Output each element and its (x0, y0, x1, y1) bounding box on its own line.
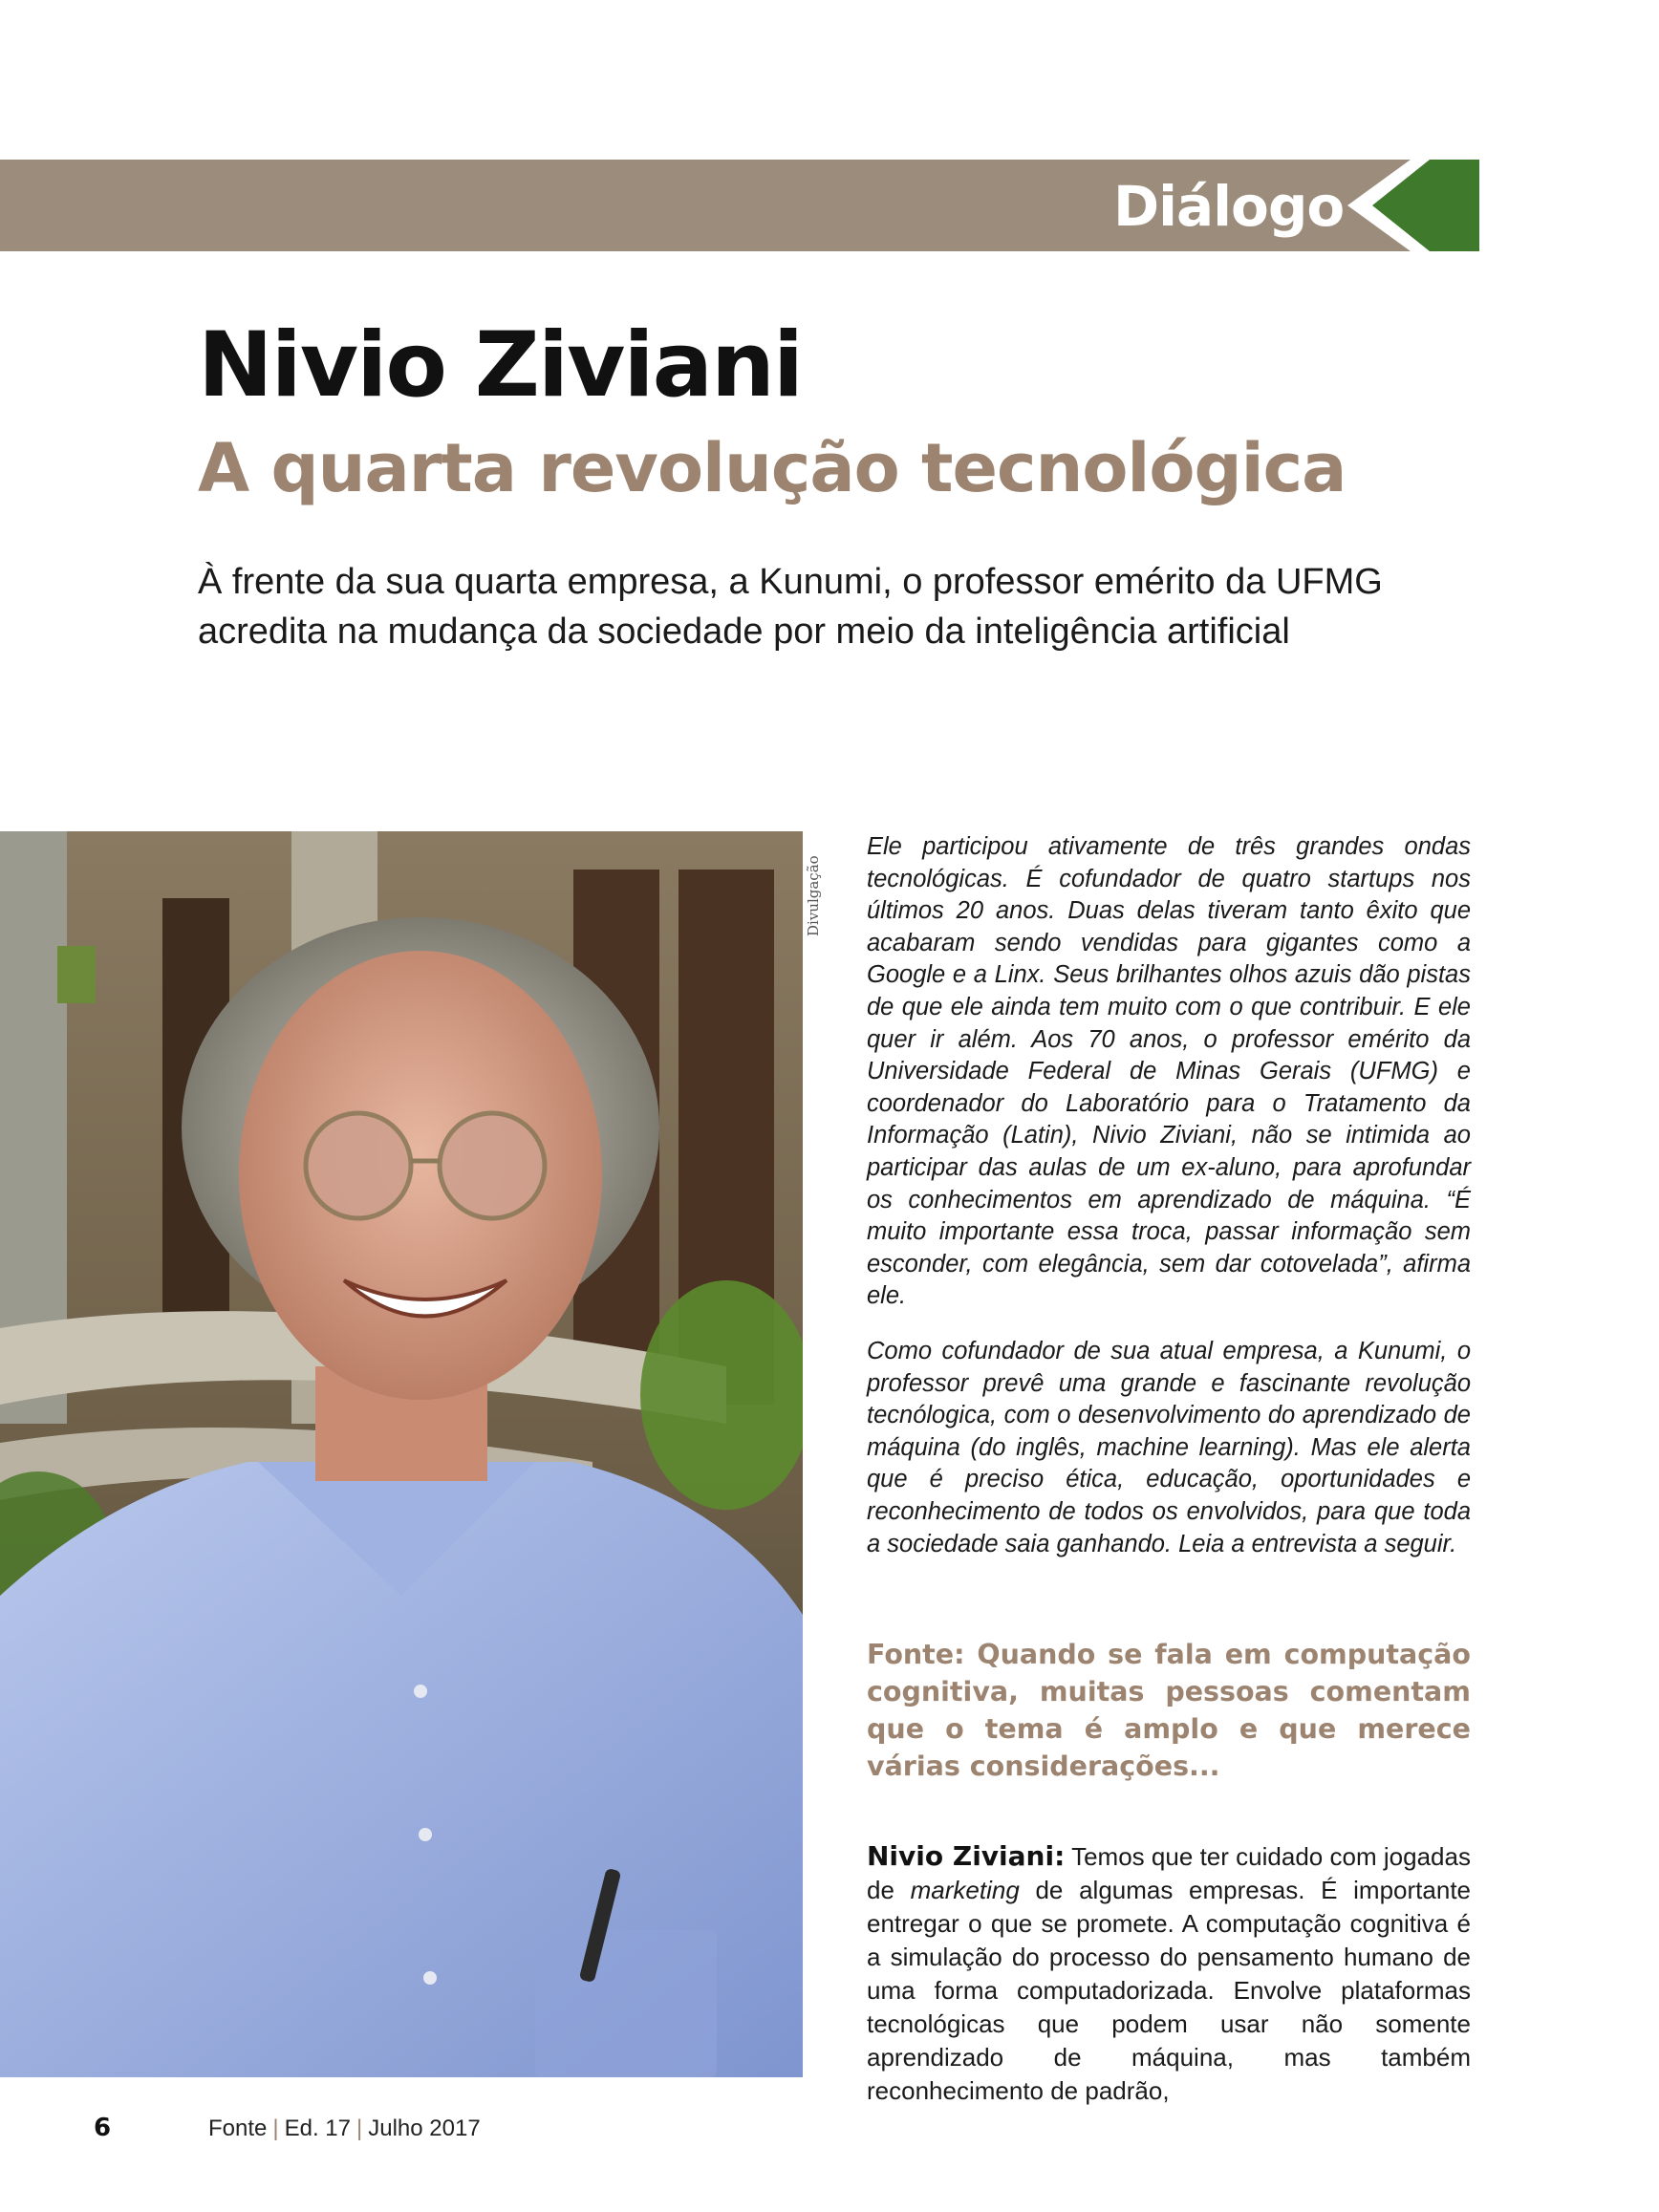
article-title: Nivio Ziviani (198, 313, 803, 418)
intro-paragraph: Ele participou ativamente de três grandes ondas tecnológicas. É cofundador de quatro startups nos últimos 20 anos. Duas delas tiveram tanto êxito que acabaram sendo vendidas para gigantes como a Google e a Linx. Seus brilhantes olhos azuis dão pistas de que ele ainda tem muito com o que contribuir. E ele quer ir além. Aos 70 anos, o professor emérito da Universidade Federal de Minas Gerais (UFMG) e coordenador do Laboratório para o Tratamento da Informação (Latin), Nivio Ziviani, não se intimida ao participar das aulas de um ex-aluno, para aprofundar os conhecimentos em aprendizado de máquina. “É muito importante essa troca, passar informação sem esconder, com elegância, sem dar cotovelada”, afirma ele. (867, 833, 1471, 1310)
intro-paragraph: Como cofundador de sua atual empresa, a Kunumi, o professor prevê uma grande e fascinante revolução tecnólogica, com o desenvolvimento do aprendizado de máquina (do inglês, machine learning). Mas ele alerta que é preciso ética, educação, oportunidades e reconhecimento de todos os envolvidos, para que toda a sociedade saia ganhando. Leia a entrevista a seguir. (867, 1338, 1471, 1557)
section-label: Diálogo (1113, 174, 1345, 239)
photo-credit: Divulgação (805, 855, 822, 936)
interview-answer (867, 1839, 1471, 2108)
answer-text-part: de algumas empresas. É importante entregar o que se promete. A computação cognitiva é a simulação do processo do pensamento humano de uma forma computadorizada. Envolve plataformas tecnológicas que podem usar não somente aprendizado de máquina, mas também reconhecimento de padrão, (867, 1876, 1471, 2105)
footer-publication: Fonte (208, 2115, 268, 2141)
article-subtitle: A quarta revolução tecnológica (198, 429, 1347, 507)
footer-separator: | (272, 2115, 279, 2141)
footer-edition: Ed. 17 (284, 2115, 351, 2141)
footer-separator: | (356, 2115, 363, 2141)
portrait-photo (0, 831, 803, 2077)
answer-speaker: Nivio Ziviani: (867, 1840, 1066, 1872)
answer-emphasis: marketing (910, 1876, 1020, 1904)
page-footer (0, 2114, 1659, 2152)
section-chevron-icon (1347, 160, 1479, 251)
footer-publication-info (208, 2115, 481, 2142)
interview-question: Fonte: Quando se fala em computação cognitiva, muitas pessoas comentam que o tema é amplo e que merece várias considerações... (867, 1639, 1471, 1782)
article-lead: À frente da sua quarta empresa, a Kunumi, o professor emérito da UFMG acredita na mudança da sociedade por meio da inteligência artificial (198, 562, 1383, 652)
interview-question-block (867, 1636, 1471, 1785)
interview-answer-block (867, 1839, 1471, 2108)
footer-date: Julho 2017 (368, 2115, 481, 2141)
intro-column (867, 831, 1471, 1313)
answer-text-part: Temos que ter cuidado com jogadas de (867, 1842, 1471, 1904)
page-number: 6 (94, 2114, 112, 2142)
intro-column-2 (867, 1336, 1471, 1560)
